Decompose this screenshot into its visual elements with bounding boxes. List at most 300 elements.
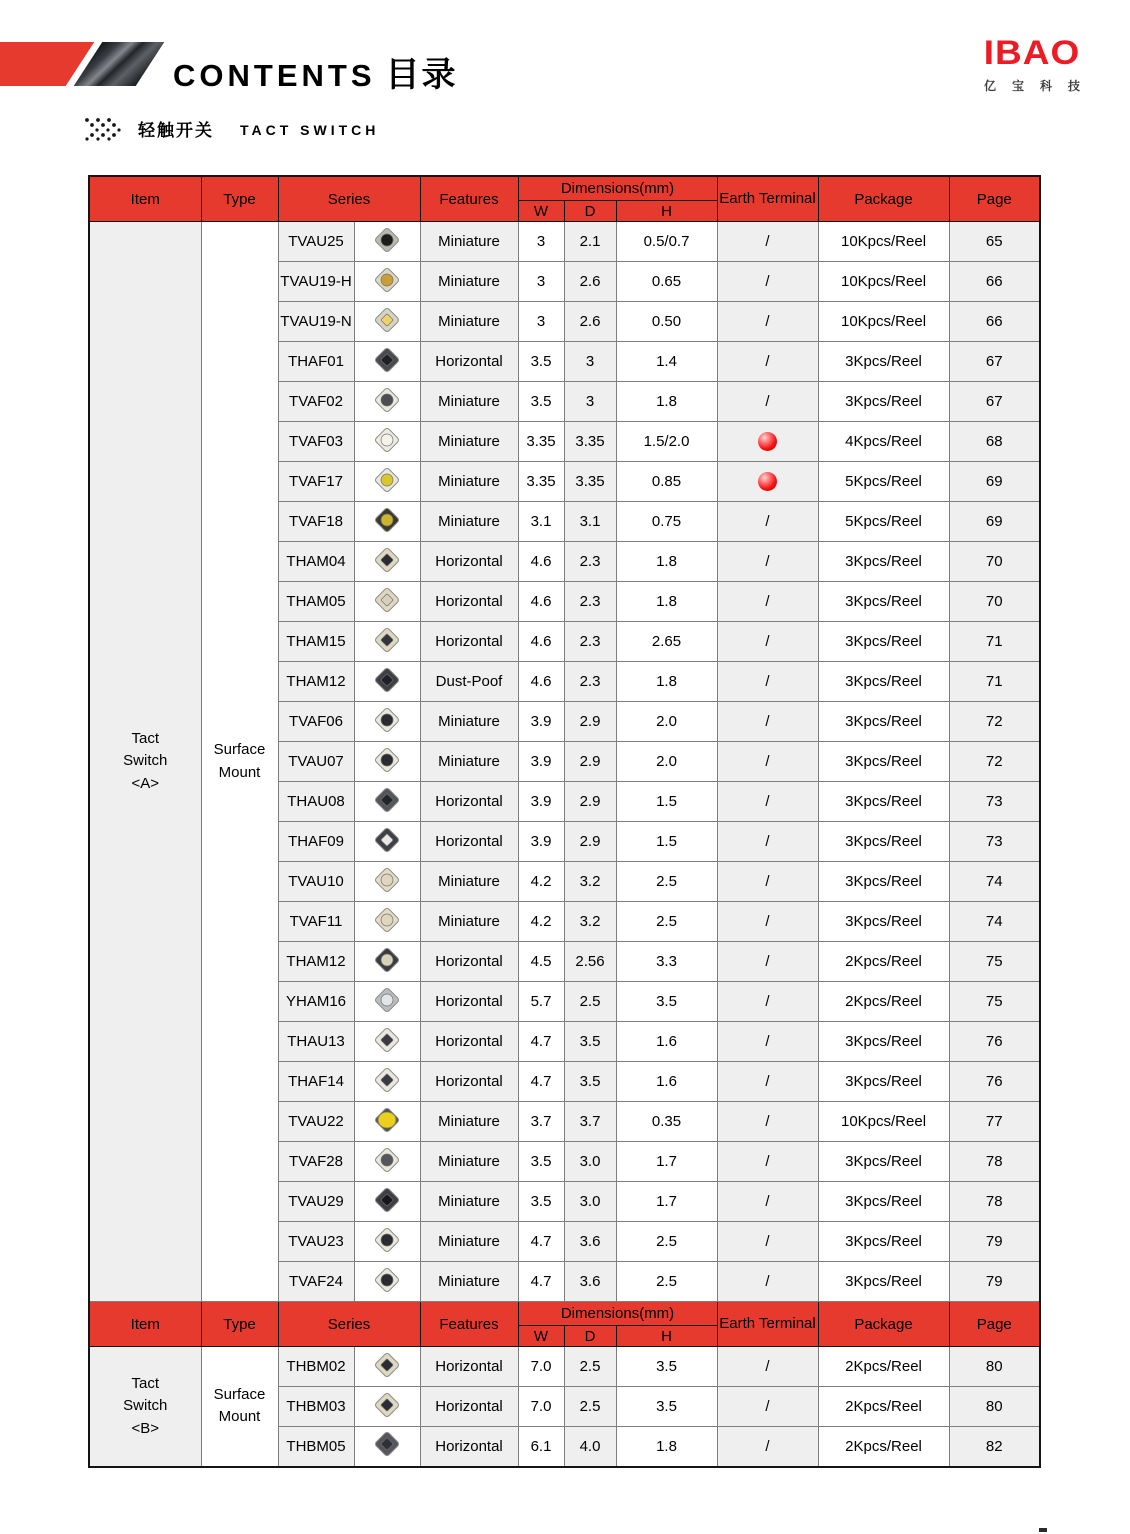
table-header-row [89, 1302, 1040, 1326]
series-photo-cell [354, 622, 420, 662]
page-cell: 74 [949, 862, 1040, 902]
dimension-h-cell: 1.5 [616, 782, 717, 822]
page-cell: 65 [949, 222, 1040, 262]
dimension-w-cell: 3 [518, 262, 564, 302]
page-cell: 78 [949, 1142, 1040, 1182]
switch-photo-icon [369, 543, 405, 577]
page-title-en: CONTENTS [173, 58, 376, 93]
earth-terminal-cell: / [717, 902, 818, 942]
dimension-w-cell: 3.9 [518, 822, 564, 862]
ibao-logo-wordmark: IBAO [983, 33, 1081, 72]
earth-terminal-cell: / [717, 1062, 818, 1102]
series-cell: YHAM16 [278, 982, 354, 1022]
switch-photo-icon [369, 703, 405, 737]
earth-terminal-red-dot-icon [758, 472, 777, 491]
series-photo-cell [354, 742, 420, 782]
switch-photo-icon [369, 423, 405, 457]
series-photo-cell [354, 1347, 420, 1387]
features-cell: Miniature [420, 1102, 518, 1142]
page-cell: 72 [949, 702, 1040, 742]
dimension-h-cell: 0.75 [616, 502, 717, 542]
switch-photo-icon [369, 383, 405, 417]
section-label-zh: 轻触开关 [138, 121, 214, 140]
features-cell: Horizontal [420, 942, 518, 982]
dimension-d-cell: 3.7 [564, 1102, 616, 1142]
dimension-w-cell: 4.6 [518, 622, 564, 662]
dimension-w-cell: 4.6 [518, 542, 564, 582]
logo-subtext-char: 技 [1067, 79, 1080, 93]
dimension-w-cell: 6.1 [518, 1427, 564, 1467]
earth-terminal-cell: / [717, 342, 818, 382]
series-cell: TVAU07 [278, 742, 354, 782]
dimension-h-cell: 1.4 [616, 342, 717, 382]
features-cell: Miniature [420, 502, 518, 542]
dimension-h-cell: 1.5/2.0 [616, 422, 717, 462]
dimension-d-cell: 3.1 [564, 502, 616, 542]
features-cell: Miniature [420, 902, 518, 942]
type-group-line: Mount [218, 1408, 261, 1426]
col-header-item: Item [89, 176, 201, 222]
series-photo-cell [354, 1022, 420, 1062]
series-cell: TVAF02 [278, 382, 354, 422]
item-group-cell [89, 222, 201, 1302]
tact-switch-section-label [84, 116, 379, 141]
dimension-d-cell: 3.5 [564, 1062, 616, 1102]
series-photo-cell [354, 582, 420, 622]
series-photo-cell [354, 302, 420, 342]
page-cell: 80 [949, 1347, 1040, 1387]
earth-terminal-cell: / [717, 1182, 818, 1222]
dimension-d-cell: 3.0 [564, 1142, 616, 1182]
item-group-line: <A> [131, 774, 160, 792]
dimension-d-cell: 4.0 [564, 1427, 616, 1467]
dimension-h-cell: 0.50 [616, 302, 717, 342]
dimension-w-cell: 3.35 [518, 422, 564, 462]
dimension-h-cell: 1.8 [616, 582, 717, 622]
series-cell: TVAU10 [278, 862, 354, 902]
series-photo-cell [354, 262, 420, 302]
ibao-logo-subtext [982, 77, 1082, 94]
package-cell: 3Kpcs/Reel [818, 1142, 949, 1182]
dimension-d-cell: 3.6 [564, 1262, 616, 1302]
dimension-h-cell: 1.6 [616, 1062, 717, 1102]
switch-photo-icon [369, 343, 405, 377]
dimension-w-cell: 4.2 [518, 862, 564, 902]
page-cell: 71 [949, 622, 1040, 662]
switch-photo-icon [369, 1223, 405, 1257]
dimension-d-cell: 2.5 [564, 1347, 616, 1387]
switch-photo-icon [369, 1183, 405, 1217]
col-header-page: Page [949, 176, 1040, 222]
features-cell: Horizontal [420, 1387, 518, 1427]
dimension-w-cell: 3.9 [518, 782, 564, 822]
item-group-line: Tact [131, 1374, 159, 1392]
package-cell: 2Kpcs/Reel [818, 1387, 949, 1427]
dimension-w-cell: 3.7 [518, 1102, 564, 1142]
series-photo-cell [354, 662, 420, 702]
dimension-h-cell: 2.5 [616, 1262, 717, 1302]
col-header-features: Features [420, 176, 518, 222]
package-cell: 3Kpcs/Reel [818, 702, 949, 742]
series-photo-cell [354, 862, 420, 902]
dimension-w-cell: 4.7 [518, 1262, 564, 1302]
dimension-w-cell: 4.7 [518, 1062, 564, 1102]
dimension-w-cell: 7.0 [518, 1387, 564, 1427]
col-header-series: Series [278, 1302, 420, 1347]
page-cell: 71 [949, 662, 1040, 702]
features-cell: Horizontal [420, 542, 518, 582]
dimension-d-cell: 2.6 [564, 302, 616, 342]
col-header-h: H [616, 201, 717, 222]
series-cell: THAM12 [278, 662, 354, 702]
page-cell: 69 [949, 462, 1040, 502]
page-cell: 76 [949, 1022, 1040, 1062]
type-group-line: Surface [213, 741, 266, 758]
dimension-h-cell: 2.0 [616, 702, 717, 742]
dimension-d-cell: 2.1 [564, 222, 616, 262]
dimension-h-cell: 1.6 [616, 1022, 717, 1062]
switch-photo-icon [369, 463, 405, 497]
series-cell: TVAF17 [278, 462, 354, 502]
series-cell: TVAU22 [278, 1102, 354, 1142]
series-photo-cell [354, 462, 420, 502]
page-title-zh: 目录 [385, 56, 458, 94]
dimension-w-cell: 3.1 [518, 502, 564, 542]
package-cell: 3Kpcs/Reel [818, 1222, 949, 1262]
dimension-h-cell: 1.8 [616, 382, 717, 422]
dimension-w-cell: 3.5 [518, 1182, 564, 1222]
dimension-d-cell: 3 [564, 342, 616, 382]
switch-photo-icon [369, 983, 405, 1017]
dimension-h-cell: 2.5 [616, 862, 717, 902]
package-cell: 5Kpcs/Reel [818, 502, 949, 542]
series-photo-cell [354, 702, 420, 742]
features-cell: Miniature [420, 462, 518, 502]
earth-terminal-cell: / [717, 1347, 818, 1387]
col-header-type: Type [201, 1302, 278, 1347]
features-cell: Horizontal [420, 982, 518, 1022]
package-cell: 3Kpcs/Reel [818, 862, 949, 902]
dimension-w-cell: 4.7 [518, 1022, 564, 1062]
switch-photo-icon [369, 1427, 405, 1461]
earth-terminal-cell: / [717, 542, 818, 582]
earth-terminal-cell: / [717, 222, 818, 262]
package-cell: 3Kpcs/Reel [818, 1022, 949, 1062]
series-cell: THAF01 [278, 342, 354, 382]
item-group-line: <B> [131, 1419, 160, 1437]
series-cell: TVAU19-H [278, 262, 354, 302]
switch-photo-icon [369, 1143, 405, 1177]
dimension-d-cell: 2.3 [564, 582, 616, 622]
page-cell: 75 [949, 982, 1040, 1022]
earth-terminal-cell: / [717, 942, 818, 982]
dimension-h-cell: 1.8 [616, 542, 717, 582]
features-cell: Horizontal [420, 1022, 518, 1062]
features-cell: Horizontal [420, 582, 518, 622]
header-decoration [0, 42, 200, 86]
series-photo-cell [354, 502, 420, 542]
dimension-w-cell: 7.0 [518, 1347, 564, 1387]
switch-photo-icon [369, 663, 405, 697]
page-cell: 79 [949, 1262, 1040, 1302]
features-cell: Miniature [420, 382, 518, 422]
logo-subtext-char: 科 [1039, 79, 1052, 93]
page-corner-mark [1039, 1528, 1047, 1532]
col-header-w: W [518, 201, 564, 222]
col-header-h: H [616, 1326, 717, 1347]
features-cell: Miniature [420, 1182, 518, 1222]
series-photo-cell [354, 1427, 420, 1467]
switch-photo-icon [369, 1348, 405, 1382]
switch-photo-icon [369, 783, 405, 817]
page-cell: 78 [949, 1182, 1040, 1222]
package-cell: 3Kpcs/Reel [818, 742, 949, 782]
earth-terminal-cell: / [717, 702, 818, 742]
page-cell: 70 [949, 582, 1040, 622]
earth-terminal-cell: / [717, 862, 818, 902]
dimension-w-cell: 3.9 [518, 742, 564, 782]
col-header-item: Item [89, 1302, 201, 1347]
item-group-line: Switch [123, 1397, 168, 1414]
page-cell: 72 [949, 742, 1040, 782]
dimension-d-cell: 2.5 [564, 1387, 616, 1427]
col-header-earth-terminal: Earth Terminal [717, 1302, 818, 1347]
earth-terminal-cell: / [717, 742, 818, 782]
dimension-d-cell: 3.5 [564, 1022, 616, 1062]
type-group-line: Mount [218, 763, 261, 781]
dimension-w-cell: 3 [518, 302, 564, 342]
series-cell: TVAF24 [278, 1262, 354, 1302]
dimension-h-cell: 2.5 [616, 1222, 717, 1262]
dimension-d-cell: 3.0 [564, 1182, 616, 1222]
package-cell: 3Kpcs/Reel [818, 342, 949, 382]
series-photo-cell [354, 542, 420, 582]
page-cell: 75 [949, 942, 1040, 982]
series-cell: THAM15 [278, 622, 354, 662]
dimension-d-cell: 2.9 [564, 822, 616, 862]
type-group-line: Surface [213, 1385, 266, 1403]
series-cell: TVAF03 [278, 422, 354, 462]
series-cell: TVAU25 [278, 222, 354, 262]
package-cell: 3Kpcs/Reel [818, 662, 949, 702]
earth-terminal-red-dot-icon [758, 432, 777, 451]
col-header-d: D [564, 201, 616, 222]
dimension-d-cell: 2.9 [564, 702, 616, 742]
page-cell: 69 [949, 502, 1040, 542]
package-cell: 10Kpcs/Reel [818, 1102, 949, 1142]
features-cell: Miniature [420, 1262, 518, 1302]
series-photo-cell [354, 222, 420, 262]
switch-photo-icon [369, 1063, 405, 1097]
page-cell: 67 [949, 382, 1040, 422]
switch-photo-icon [369, 303, 405, 337]
dimension-w-cell: 3.35 [518, 462, 564, 502]
features-cell: Miniature [420, 302, 518, 342]
earth-terminal-cell: / [717, 822, 818, 862]
section-label-en: TACT SWITCH [240, 121, 380, 138]
series-photo-cell [354, 1182, 420, 1222]
series-cell: TVAU19-N [278, 302, 354, 342]
catalog-table [88, 175, 1041, 1468]
series-photo-cell [354, 902, 420, 942]
dimension-w-cell: 3 [518, 222, 564, 262]
col-header-series: Series [278, 176, 420, 222]
dimension-d-cell: 3.2 [564, 902, 616, 942]
features-cell: Horizontal [420, 822, 518, 862]
page-cell: 74 [949, 902, 1040, 942]
dimension-w-cell: 4.5 [518, 942, 564, 982]
package-cell: 3Kpcs/Reel [818, 902, 949, 942]
series-cell: TVAF06 [278, 702, 354, 742]
logo-subtext-char: 亿 [984, 79, 997, 93]
switch-photo-icon [369, 1103, 405, 1137]
type-group-cell [201, 222, 278, 1302]
features-cell: Horizontal [420, 342, 518, 382]
features-cell: Miniature [420, 862, 518, 902]
package-cell: 3Kpcs/Reel [818, 382, 949, 422]
features-cell: Dust-Poof [420, 662, 518, 702]
col-header-w: W [518, 1326, 564, 1347]
package-cell: 3Kpcs/Reel [818, 542, 949, 582]
features-cell: Horizontal [420, 1347, 518, 1387]
item-group-line: Switch [123, 752, 168, 770]
page-cell: 73 [949, 782, 1040, 822]
dimension-w-cell: 4.6 [518, 582, 564, 622]
series-photo-cell [354, 942, 420, 982]
earth-terminal-cell: / [717, 302, 818, 342]
dimension-d-cell: 3.2 [564, 862, 616, 902]
features-cell: Horizontal [420, 1062, 518, 1102]
features-cell: Horizontal [420, 622, 518, 662]
package-cell: 2Kpcs/Reel [818, 982, 949, 1022]
package-cell: 10Kpcs/Reel [818, 222, 949, 262]
series-photo-cell [354, 342, 420, 382]
dimension-h-cell: 3.5 [616, 982, 717, 1022]
features-cell: Miniature [420, 702, 518, 742]
package-cell: 3Kpcs/Reel [818, 822, 949, 862]
col-header-dimensions: Dimensions(mm) [518, 176, 717, 201]
table-row [89, 222, 1040, 262]
dimension-w-cell: 3.5 [518, 1142, 564, 1182]
switch-photo-icon [369, 583, 405, 617]
earth-terminal-cell: / [717, 262, 818, 302]
dimension-d-cell: 3.6 [564, 1222, 616, 1262]
series-cell: THBM05 [278, 1427, 354, 1467]
dimension-h-cell: 1.8 [616, 1427, 717, 1467]
package-cell: 3Kpcs/Reel [818, 782, 949, 822]
dimension-d-cell: 2.6 [564, 262, 616, 302]
dimension-w-cell: 4.6 [518, 662, 564, 702]
col-header-type: Type [201, 176, 278, 222]
series-cell: THBM03 [278, 1387, 354, 1427]
dimension-h-cell: 0.35 [616, 1102, 717, 1142]
switch-photo-icon [369, 863, 405, 897]
page-cell: 67 [949, 342, 1040, 382]
dimension-h-cell: 1.5 [616, 822, 717, 862]
package-cell: 3Kpcs/Reel [818, 622, 949, 662]
earth-terminal-cell: / [717, 782, 818, 822]
page-cell: 76 [949, 1062, 1040, 1102]
dimension-d-cell: 3 [564, 382, 616, 422]
logo-subtext-char: 宝 [1011, 79, 1024, 93]
col-header-features: Features [420, 1302, 518, 1347]
earth-terminal-cell: / [717, 1427, 818, 1467]
earth-terminal-cell: / [717, 982, 818, 1022]
package-cell: 5Kpcs/Reel [818, 462, 949, 502]
earth-terminal-cell: / [717, 1102, 818, 1142]
package-cell: 3Kpcs/Reel [818, 1062, 949, 1102]
page-cell: 66 [949, 262, 1040, 302]
page-cell: 73 [949, 822, 1040, 862]
earth-terminal-cell: / [717, 1222, 818, 1262]
series-photo-cell [354, 1222, 420, 1262]
package-cell: 3Kpcs/Reel [818, 582, 949, 622]
series-photo-cell [354, 982, 420, 1022]
earth-terminal-cell: / [717, 622, 818, 662]
switch-photo-icon [369, 263, 405, 297]
col-header-earth-terminal: Earth Terminal [717, 176, 818, 222]
series-cell: TVAF28 [278, 1142, 354, 1182]
features-cell: Miniature [420, 222, 518, 262]
col-header-dimensions: Dimensions(mm) [518, 1302, 717, 1326]
dimension-d-cell: 2.3 [564, 622, 616, 662]
dimension-d-cell: 2.3 [564, 662, 616, 702]
features-cell: Miniature [420, 1222, 518, 1262]
dimension-d-cell: 2.56 [564, 942, 616, 982]
dimension-h-cell: 0.5/0.7 [616, 222, 717, 262]
dimension-h-cell: 1.7 [616, 1182, 717, 1222]
earth-terminal-cell: / [717, 1022, 818, 1062]
page-title [173, 47, 458, 96]
earth-terminal-cell: / [717, 382, 818, 422]
switch-photo-icon [369, 1388, 405, 1422]
series-cell: TVAF11 [278, 902, 354, 942]
dimension-w-cell: 4.2 [518, 902, 564, 942]
series-photo-cell [354, 1387, 420, 1427]
col-header-package: Package [818, 176, 949, 222]
series-photo-cell [354, 1102, 420, 1142]
col-header-page: Page [949, 1302, 1040, 1347]
earth-terminal-cell: / [717, 662, 818, 702]
switch-photo-icon [369, 743, 405, 777]
dimension-d-cell: 2.5 [564, 982, 616, 1022]
features-cell: Miniature [420, 422, 518, 462]
series-photo-cell [354, 1142, 420, 1182]
package-cell: 3Kpcs/Reel [818, 1262, 949, 1302]
switch-photo-icon [369, 823, 405, 857]
dimension-h-cell: 3.3 [616, 942, 717, 982]
earth-terminal-cell: / [717, 582, 818, 622]
switch-photo-icon [369, 1023, 405, 1057]
page-cell: 66 [949, 302, 1040, 342]
earth-terminal-cell [717, 462, 818, 502]
dimension-h-cell: 2.65 [616, 622, 717, 662]
features-cell: Miniature [420, 742, 518, 782]
earth-terminal-cell [717, 422, 818, 462]
series-cell: THBM02 [278, 1347, 354, 1387]
switch-photo-icon [369, 943, 405, 977]
col-header-d: D [564, 1326, 616, 1347]
dimension-h-cell: 3.5 [616, 1347, 717, 1387]
series-cell: TVAU23 [278, 1222, 354, 1262]
dimension-h-cell: 1.8 [616, 662, 717, 702]
series-photo-cell [354, 782, 420, 822]
series-cell: TVAF18 [278, 502, 354, 542]
features-cell: Horizontal [420, 782, 518, 822]
page-cell: 70 [949, 542, 1040, 582]
dimension-d-cell: 2.9 [564, 742, 616, 782]
series-photo-cell [354, 382, 420, 422]
